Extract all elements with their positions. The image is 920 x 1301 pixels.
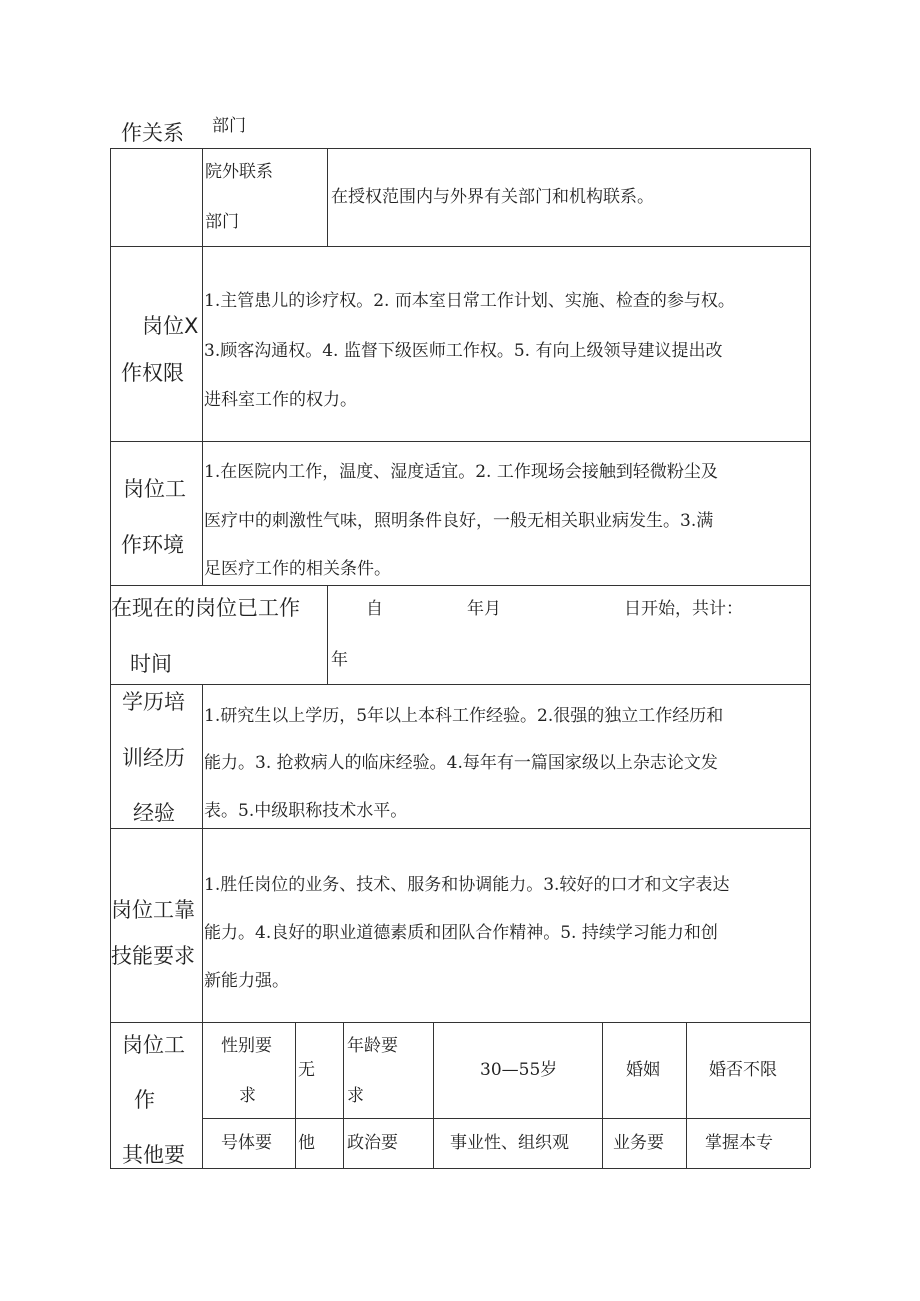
education-line-2: 能力。3. 抢救病人的临床经验。4.每年有一篇国家级以上杂志论文发 — [204, 753, 718, 773]
education-line-3: 表。5.中级职称技术水平。 — [204, 801, 408, 821]
skills-line-2: 能力。4.良好的职业道德素质和团队合作精神。5. 持续学习能力和创 — [204, 923, 718, 943]
row-divider — [110, 148, 810, 149]
gender-label-line1: 性别要 — [221, 1036, 272, 1056]
table-right-border — [810, 148, 811, 1168]
col-divider — [602, 1022, 603, 1168]
skills-label-line1: 岗位工靠 — [111, 898, 195, 922]
row-divider — [110, 828, 810, 829]
politics-value: 事业性、组织观 — [450, 1133, 569, 1153]
education-label-line1: 学历培 — [122, 690, 185, 714]
politics-label: 政治要 — [347, 1133, 398, 1153]
age-label-line1: 年龄要 — [347, 1036, 398, 1056]
authority-label-line2: 作权限 — [121, 361, 184, 385]
col-divider — [327, 148, 328, 246]
other-label-line1: 岗位工 — [122, 1033, 185, 1057]
body-label: 号体要 — [221, 1133, 272, 1153]
tenure-year-month: 年月 — [467, 599, 501, 619]
environment-label-line1: 岗位工 — [123, 477, 186, 501]
col-divider — [433, 1022, 434, 1168]
col-divider — [202, 684, 203, 1168]
education-line-1: 1.研究生以上学历，5年以上本科工作经验。2.很强的独立工作经历和 — [204, 706, 724, 726]
education-label-line2: 训经历 — [122, 746, 185, 770]
col-divider — [295, 1022, 296, 1168]
col-divider — [202, 148, 203, 585]
gender-value: 无 — [298, 1060, 315, 1080]
education-label-line3: 经验 — [133, 801, 175, 825]
body-value: 他 — [298, 1133, 315, 1153]
row-divider — [110, 1168, 810, 1169]
col-divider — [327, 585, 328, 684]
other-label-line2: 作 — [134, 1088, 155, 1112]
business-value: 掌握本专 — [705, 1133, 773, 1153]
row-divider — [110, 441, 810, 442]
other-label-line3: 其他要 — [122, 1143, 185, 1167]
authority-line-1: 1.主管患儿的诊疗权。2. 而本室日常工作计划、实施、检查的参与权。 — [204, 291, 735, 311]
authority-line-2: 3.顾客沟通权。4. 监督下级医师工作权。5. 有向上级领导建议提出改 — [204, 341, 723, 361]
gender-label-line2: 求 — [239, 1086, 256, 1106]
marriage-label: 婚姻 — [626, 1060, 660, 1080]
skills-line-1: 1.胜任岗位的业务、技术、服务和协调能力。3.较好的口才和文字表达 — [204, 875, 730, 895]
row-divider — [110, 585, 810, 586]
row-divider — [110, 246, 810, 247]
row-divider — [110, 684, 810, 685]
skills-label-line2: 技能要求 — [111, 944, 195, 968]
row-divider — [202, 1118, 810, 1119]
outside-label-line2: 部门 — [205, 212, 239, 232]
table-left-border — [110, 148, 111, 1168]
age-value: 30—55岁 — [480, 1060, 558, 1080]
relations-dept-fragment: 部门 — [212, 116, 246, 136]
marriage-value: 婚否不限 — [709, 1060, 777, 1080]
age-label-line2: 求 — [347, 1086, 364, 1106]
row-divider — [110, 1022, 810, 1023]
tenure-from: 自 — [366, 599, 383, 619]
authority-label-line1: 岗位X — [142, 314, 199, 338]
relations-label: 作关系 — [121, 121, 184, 145]
tenure-label-line1: 在现在的岗位已工作 — [111, 596, 300, 620]
environment-line-2: 医疗中的刺激性气味，照明条件良好，一般无相关职业病发生。3.满 — [204, 511, 714, 531]
tenure-label-line2: 时间 — [130, 652, 172, 676]
col-divider — [343, 1022, 344, 1168]
tenure-day-start: 日开始，共计： — [624, 599, 743, 619]
outside-label-line1: 院外联系 — [205, 162, 273, 182]
environment-line-3: 足医疗工作的相关条件。 — [204, 559, 391, 579]
environment-line-1: 1.在医院内工作，温度、湿度适宜。2. 工作现场会接触到轻微粉尘及 — [204, 462, 718, 482]
authority-line-3: 进科室工作的权力。 — [204, 390, 357, 410]
outside-content: 在授权范围内与外界有关部门和机构联系。 — [331, 187, 654, 207]
skills-line-3: 新能力强。 — [204, 971, 289, 991]
environment-label-line2: 作环境 — [121, 533, 184, 557]
business-label: 业务要 — [613, 1133, 664, 1153]
col-divider — [686, 1022, 687, 1168]
tenure-year-unit: 年 — [331, 650, 348, 670]
